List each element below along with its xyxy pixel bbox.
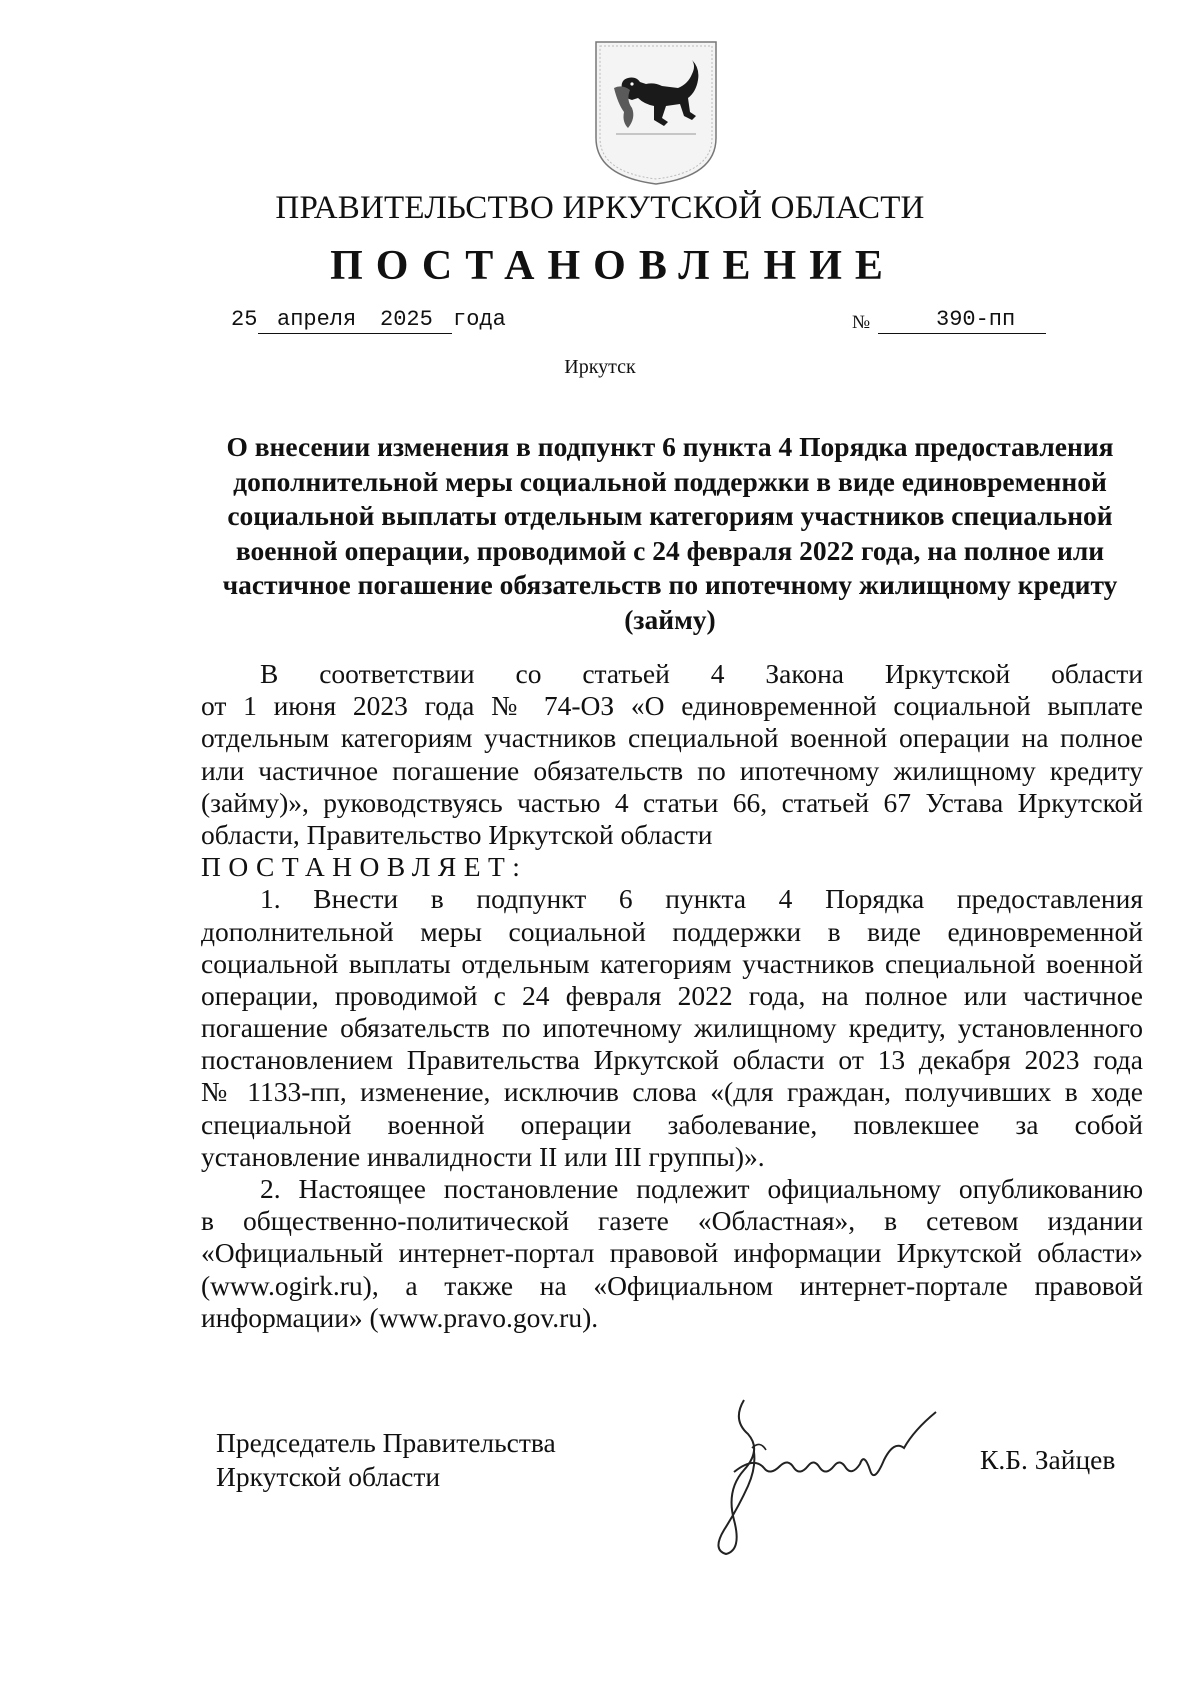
preamble-line: или частичное погашение обязательств по ипотечному жилищному кредиту	[201, 754, 1143, 786]
number-sign: №	[852, 312, 871, 333]
government-name: ПРАВИТЕЛЬСТВО ИРКУТСКОЙ ОБЛАСТИ	[275, 190, 925, 226]
city: Иркутск	[564, 356, 636, 378]
title-line: (займу)	[624, 603, 716, 635]
title-line: частичное погашение обязательств по ипотечному жилищному кредиту	[222, 569, 1118, 600]
signer-position-line: Председатель Правительства	[216, 1427, 556, 1458]
document-number: 390-пп	[936, 307, 1016, 332]
decree-word: ПОСТАНОВЛЯЕТ:	[201, 851, 528, 883]
coat-of-arms-icon	[592, 38, 720, 188]
signer-position	[216, 1426, 556, 1494]
date-underline	[258, 333, 452, 334]
preamble-line: области, Правительство Иркутской области	[201, 818, 713, 850]
item1-line: 1. Внести в подпункт 6 пункта 4 Порядка предоставления	[260, 883, 1143, 915]
title-line: О внесении изменения в подпункт 6 пункта 4 Порядка предоставления	[226, 431, 1114, 462]
date-day: 25	[231, 307, 258, 332]
title-line: социальной выплаты отдельным категориям участников специальной	[227, 500, 1113, 531]
item1-line: социальной выплаты отдельным категориям участников специальной военной	[201, 947, 1143, 979]
item2-line: информации» (www.pravo.gov.ru).	[201, 1301, 599, 1333]
item1-line: № 1133-пп, изменение, исключив слова «(для граждан, получивших в ходе	[201, 1076, 1143, 1108]
item2-line: «Официальный интернет-портал правовой информации Иркутской области»	[201, 1237, 1143, 1269]
item1-line: операции, проводимой с 24 февраля 2022 года, на полное или частичное	[201, 979, 1143, 1011]
date-month: апреля	[277, 307, 357, 332]
document-type-heading: ПОСТАНОВЛЕНИЕ	[330, 243, 896, 289]
document-body	[201, 658, 1143, 1334]
item1-line: погашение обязательств по ипотечному жилищному кредиту, установленного	[201, 1012, 1143, 1044]
preamble-line: В соответствии со статьей 4 Закона Иркутской области	[260, 658, 1143, 689]
preamble-line: (займу)», руководствуясь частью 4 статьи 66, статьей 67 Устава Иркутской	[201, 786, 1143, 818]
date-year: 2025	[380, 307, 433, 332]
item1-line: установление инвалидности II или III группы)».	[201, 1140, 765, 1172]
number-underline	[878, 333, 1046, 334]
title-line: военной операции, проводимой с 24 февраля 2022 года, на полное или	[235, 534, 1105, 566]
document-title	[200, 430, 1140, 637]
item1-line: дополнительной меры социальной поддержки в виде единовременной	[201, 915, 1143, 947]
preamble-line: от 1 июня 2023 года № 74-ОЗ «О единовременной социальной выплате	[201, 690, 1143, 722]
date-suffix: года	[453, 307, 506, 332]
preamble-line: отдельным категориям участников специальной военной операции на полное	[201, 722, 1143, 754]
signer-position-line: Иркутской области	[216, 1461, 441, 1492]
item2-line: (www.ogirk.ru), а также на «Официальном интернет-портале правовой	[201, 1269, 1143, 1301]
item2-line: 2. Настоящее постановление подлежит официальному опубликованию	[260, 1173, 1143, 1204]
handwritten-signature-icon	[704, 1390, 964, 1560]
title-line: дополнительной меры социальной поддержки в виде единовременной	[233, 465, 1107, 497]
item1-line: специальной военной операции заболевание, повлекшее за собой	[201, 1108, 1143, 1140]
signer-name: К.Б. Зайцев	[980, 1444, 1116, 1475]
item2-line: в общественно-политической газете «Областная», в сетевом издании	[201, 1205, 1143, 1237]
item1-line: постановлением Правительства Иркутской области от 13 декабря 2023 года	[201, 1044, 1143, 1076]
